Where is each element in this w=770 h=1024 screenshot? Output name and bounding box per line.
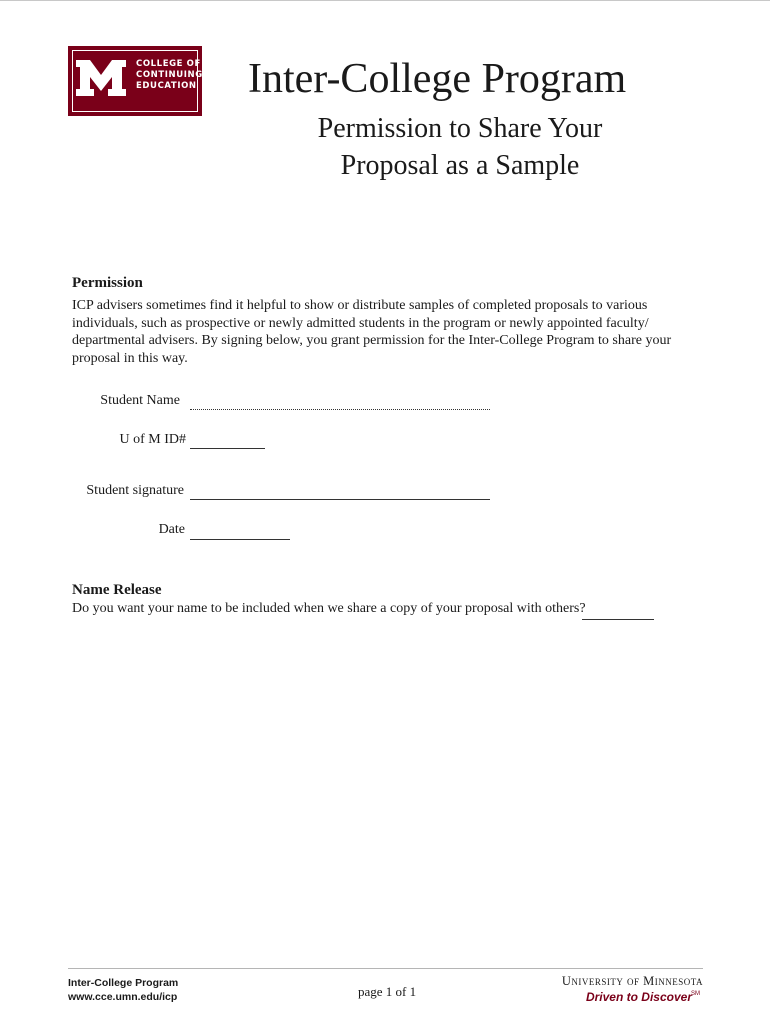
footer-program-info	[68, 976, 178, 1004]
date-field[interactable]	[190, 539, 290, 540]
student-name-label: Student Name	[100, 393, 180, 408]
logo-line-2: CONTINUING	[136, 70, 203, 80]
name-release-heading: Name Release	[72, 582, 162, 598]
footer-divider	[68, 968, 703, 969]
page-title: Inter-College Program	[248, 56, 627, 102]
page-top-border	[0, 0, 770, 1]
name-release-question: Do you want your name to be included when we share a copy of your proposal with others?	[72, 601, 586, 616]
signature-label: Student signature	[86, 483, 184, 498]
permission-heading: Permission	[72, 275, 143, 291]
logo-line-3: EDUCATION	[136, 81, 197, 91]
logo-line-1: COLLEGE OF	[136, 59, 201, 69]
permission-body: ICP advisers sometimes find it helpful to show or distribute samples of completed proposals to various individuals, such as prospective or newly admitted students in the program or newly appointed faculty/ departmental advisers. By signing below, you grant permission for the Inter-College Program to share your proposal in this way.	[72, 298, 672, 366]
student-name-field[interactable]	[190, 409, 490, 410]
umn-wordmark: University of Minnesota	[561, 974, 703, 988]
footer-program-name: Inter-College Program	[68, 977, 179, 989]
service-mark: SM	[691, 991, 700, 997]
page-number: page 1 of 1	[358, 984, 417, 999]
signature-field[interactable]	[190, 499, 490, 500]
id-label: U of M ID#	[119, 432, 186, 447]
date-label: Date	[158, 522, 185, 537]
block-m-icon	[74, 60, 128, 96]
cce-logo	[68, 46, 202, 116]
name-release-answer-field[interactable]	[582, 619, 654, 620]
id-field[interactable]	[190, 448, 265, 449]
footer-url: www.cce.umn.edu/icp	[68, 991, 178, 1003]
logo-wordmark	[136, 59, 203, 92]
page-subtitle: Permission to Share Your Proposal as a Sample	[317, 113, 603, 181]
umn-tagline: Driven to Discover	[585, 990, 692, 1004]
